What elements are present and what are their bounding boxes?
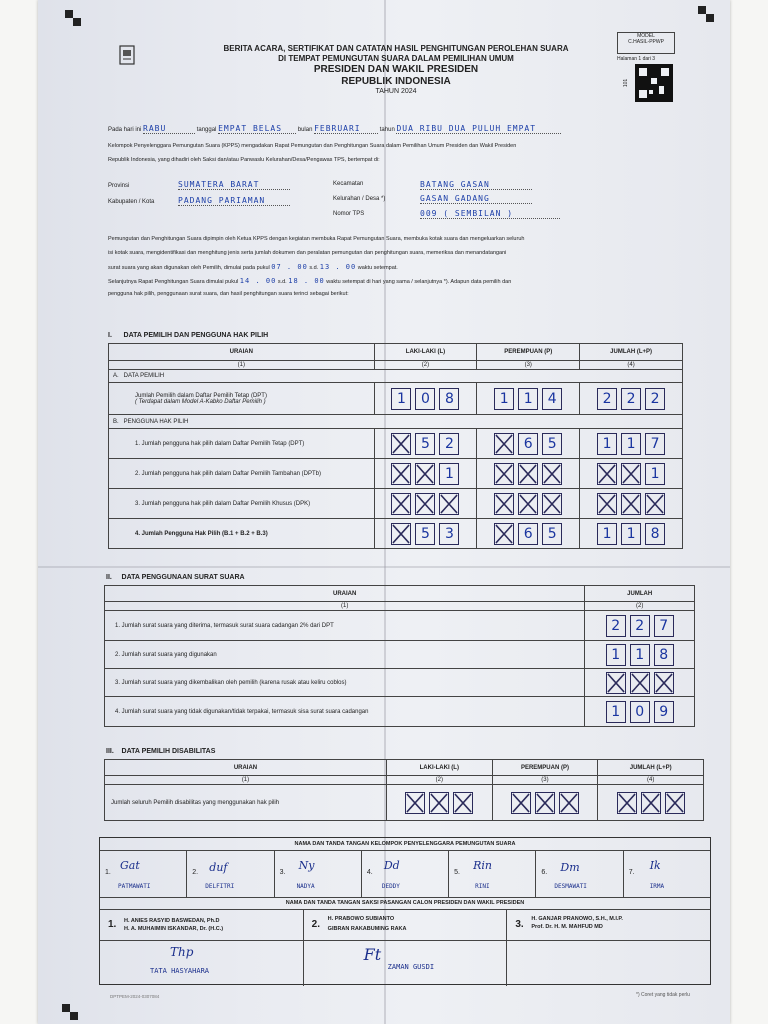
footer-note: *) Coret yang tidak perlu [636, 992, 690, 998]
crossed-digit-box [405, 792, 425, 814]
s3-n2: (2) [386, 776, 492, 785]
header-line1: BERITA ACARA, SERTIFIKAT DAN CATATAN HASIL PENGHITUNGAN PEROLEHAN SUARA [223, 44, 569, 53]
s1-a-row-label-sub: ( Terdapat dalam Model A-Kabko Daftar Pemilih ) [135, 398, 266, 405]
paragraph-line4-text: Selanjutnya Rapat Penghitungan Suara dimulai pukul [108, 279, 239, 285]
s2-n1: (1) [105, 602, 585, 611]
digit-box: 2 [621, 388, 641, 410]
kpps-3-signature: Ny [298, 859, 315, 872]
section1-title: I. DATA PEMILIH DAN PENGGUNA HAK PILIH [108, 332, 269, 339]
kabupaten-value: PADANG PARIAMAN [178, 196, 290, 206]
digit-box: 8 [645, 523, 665, 545]
crossed-digit-box [453, 792, 473, 814]
qr-code [635, 64, 673, 102]
s3-col-uraian: URAIAN [105, 760, 387, 776]
kpps-6-num: 6. [541, 869, 548, 876]
header-line3: PRESIDEN DAN WAKIL PRESIDEN [313, 64, 479, 75]
digit-box: 1 [621, 433, 641, 455]
crossed-digit-box [391, 433, 411, 455]
saksi-cell [304, 910, 508, 940]
s1-b3-l-cell [374, 489, 477, 519]
saksi-2-signature: Ft [363, 945, 382, 964]
registration-marker-top-right [698, 6, 706, 14]
s2-r3-label: 3. Jumlah surat suara yang dikembalikan oleh pemilih (karena rusak atau keliru coblos) [105, 669, 585, 697]
s1-a-row-label-main: Jumlah Pemilih dalam Daftar Pemilih Tetap (DPT) [135, 392, 267, 399]
kpps-6-signature: Dm [560, 861, 580, 874]
s3-n1: (1) [105, 776, 387, 785]
registration-marker-top-right-2 [706, 14, 714, 22]
hari-value: RABU [143, 124, 195, 134]
s1-b2-label: 2. Jumlah pengguna hak pilih dalam Daftar Pemilih Tambahan (DPTb) [109, 459, 375, 489]
header-line2: DI TEMPAT PEMUNGUTAN SUARA DALAM PEMILIHAN UMUM [278, 54, 514, 63]
s1-b2-l-cell [374, 459, 477, 489]
kpps-1-signature: Gat [120, 859, 140, 872]
s1-n4: (4) [580, 361, 683, 370]
kpu-logo-icon [118, 44, 136, 66]
s1-col-j: JUMLAH (L+P) [580, 344, 683, 361]
digit-box: 2 [439, 433, 459, 455]
s2-n2: (2) [585, 602, 695, 611]
vote-start-time: 07 . 00 [271, 263, 308, 271]
saksi-names-row [100, 910, 710, 941]
kecamatan-value: BATANG GASAN [420, 180, 532, 190]
saksi-cell [100, 910, 304, 940]
saksi-sign-cell [304, 941, 508, 986]
saksi-cell [507, 910, 710, 940]
crossed-digit-box [511, 792, 531, 814]
kecamatan-label: Kecamatan [333, 181, 364, 187]
kpps-2-signature: duf [209, 861, 228, 874]
registration-marker-bottom-left [62, 1004, 70, 1012]
s3-col-j: JUMLAH (L+P) [598, 760, 704, 776]
kpps-3-name: NADYA [296, 883, 315, 890]
kelurahan-label: Kelurahan / Desa *) [333, 196, 386, 202]
s1-b1-p-cell [477, 429, 580, 459]
digit-box: 1 [597, 523, 617, 545]
saksi-sign-row [100, 941, 710, 986]
digit-box: 1 [621, 523, 641, 545]
crossed-digit-box [542, 493, 562, 515]
digit-box: 7 [654, 615, 674, 637]
section3-table [104, 759, 704, 821]
saksi-2-line1: H. PRABOWO SUBIANTO [327, 916, 395, 922]
header-line5: TAHUN 2024 [375, 88, 417, 95]
crossed-digit-box [391, 523, 411, 545]
crossed-digit-box [494, 493, 514, 515]
s1-b3-l [379, 493, 473, 515]
kpps-6-name: DESMAWATI [554, 883, 587, 890]
s1-b1-j [584, 433, 678, 455]
paragraph-line3-text: surat suara yang akan digunakan oleh Pemilih, dimulai pada pukul [108, 265, 270, 271]
s1-col-l: LAKI-LAKI (L) [374, 344, 477, 361]
s2-r4 [589, 701, 690, 723]
crossed-digit-box [641, 792, 661, 814]
digit-box: 1 [391, 388, 411, 410]
count-start-time: 14 . 00 [239, 277, 277, 285]
crossed-digit-box [439, 493, 459, 515]
s2-r4-label: 4. Jumlah surat suara yang tidak digunakan/tidak terpakai, termasuk sisa surat suara cadangan [105, 697, 585, 727]
s3-p [497, 792, 594, 814]
s1-n1: (1) [109, 361, 375, 370]
saksi-2-signer: ZAMAN GUSDI [387, 963, 435, 971]
digit-box: 5 [542, 523, 562, 545]
paragraph-line4 [108, 277, 511, 285]
pada-hari-label: Pada hari ini [108, 127, 142, 133]
s1-b4-p-cell [477, 519, 580, 549]
intro-sentence2: Republik Indonesia, yang dihadiri oleh Saksi dan/atau Panwaslu Kelurahan/Desa/Pengawas TPS, bertempat di: [108, 157, 380, 163]
digit-box: 5 [415, 523, 435, 545]
kpps-4-name: DEDDY [381, 883, 400, 890]
model-code: C.HASIL-PPWP [628, 39, 664, 45]
section1-table [108, 343, 683, 549]
crossed-digit-box [654, 672, 674, 694]
crossed-digit-box [494, 523, 514, 545]
kpps-row [100, 851, 710, 898]
crossed-digit-box [415, 493, 435, 515]
paragraph-line5: pengguna hak pilih, penggunaan surat suara, dan hasil penghitungan suara terinci sebagai berikut: [108, 291, 349, 297]
tps-label: Nomor TPS [333, 211, 365, 217]
crossed-digit-box [606, 672, 626, 694]
s1-b2-l [379, 463, 473, 485]
crossed-digit-box [429, 792, 449, 814]
kpps-title: NAMA DAN TANDA TANGAN KELOMPOK PENYELENGGARA PEMUNGUTAN SUARA [100, 838, 710, 851]
paragraph-line1: Pemungutan dan Penghitungan Suara dipimpin oleh Ketua KPPS dengan kegiatan membuka Rapat Pemungutan Suara, membuka kotak suara dan mengeluarkan seluruh [108, 236, 525, 242]
side-code: 101 [623, 78, 630, 88]
intro-sentence1: Kelompok Penyelenggara Pemungutan Suara (KPPS) mengadakan Rapat Pemungutan dan Penghitungan Suara dalam Pemilihan Umum Presiden dan Wakil Presiden [108, 143, 517, 149]
saksi-1-signature: Thp [170, 945, 194, 959]
kpps-cell [449, 851, 536, 897]
crossed-digit-box [665, 792, 685, 814]
s3-j-cell [598, 785, 704, 821]
paragraph-line3 [108, 263, 398, 271]
bulan-value: FEBRUARI [314, 124, 378, 134]
kpps-1-num: 1. [105, 869, 111, 876]
s1-b4-j [584, 523, 678, 545]
s2-col-j: JUMLAH [585, 586, 695, 602]
s1-b4-label: 4. Jumlah Pengguna Hak Pilih (B.1 + B.2 + B.3) [109, 519, 375, 549]
kpps-7-name: IRMA [649, 883, 665, 890]
digit-box: 1 [630, 644, 650, 666]
saksi-sign-cell [100, 941, 304, 986]
kpps-4-num: 4. [366, 869, 373, 876]
s2-r2-label: 2. Jumlah surat suara yang digunakan [105, 641, 585, 669]
crossed-digit-box [518, 493, 538, 515]
section2-title: II. DATA PENGGUNAAN SURAT SUARA [106, 574, 245, 581]
s1-b4-l-cell [374, 519, 477, 549]
s2-r1 [589, 615, 690, 637]
s1-a-row-label [109, 383, 375, 415]
kpps-7-num: 7. [628, 869, 635, 876]
provinsi-label: Provinsi [108, 183, 130, 189]
crossed-digit-box [494, 463, 514, 485]
digit-box: 8 [439, 388, 459, 410]
s2-r1-cell [585, 611, 695, 641]
digit-box: 3 [439, 523, 459, 545]
saksi-2-num: 2. [311, 919, 321, 930]
digit-box: 2 [597, 388, 617, 410]
kelurahan-value: GASAN GADANG [420, 194, 532, 204]
s1-b1-l [379, 433, 473, 455]
s1-b3-j [584, 493, 678, 515]
s1-b-title: B. PENGGUNA HAK PILIH [109, 415, 683, 429]
saksi-3-num: 3. [515, 919, 524, 930]
kpps-cell [275, 851, 362, 897]
digit-box: 1 [518, 388, 538, 410]
digit-box: 1 [439, 463, 459, 485]
s1-n3: (3) [477, 361, 580, 370]
registration-marker-bottom-left-2 [70, 1012, 78, 1020]
s1-a-l-cell [374, 383, 477, 415]
model-label: MODEL [637, 33, 655, 39]
page-info: Halaman 1 dari 3 [617, 56, 656, 62]
digit-box: 6 [518, 433, 538, 455]
digit-box: 7 [645, 433, 665, 455]
s1-b4-j-cell [580, 519, 683, 549]
s1-b1-j-cell [580, 429, 683, 459]
s1-b1-label: 1. Jumlah pengguna hak pilih dalam Daftar Pemilih Tetap (DPT) [109, 429, 375, 459]
vote-sd: s.d. [309, 265, 319, 271]
s2-col-uraian: URAIAN [105, 586, 585, 602]
saksi-title: NAMA DAN TANDA TANGAN SAKSI PASANGAN CALON PRESIDEN DAN WAKIL PRESIDEN [100, 898, 710, 910]
s1-n2: (2) [374, 361, 477, 370]
section3-title: III. DATA PEMILIH DISABILITAS [106, 748, 216, 755]
digit-box: 2 [606, 615, 626, 637]
crossed-digit-box [535, 792, 555, 814]
tps-value: 009 ( SEMBILAN ) [420, 209, 560, 219]
digit-box: 0 [630, 701, 650, 723]
crossed-digit-box [621, 463, 641, 485]
provinsi-value: SUMATERA BARAT [178, 180, 290, 190]
model-badge [617, 32, 675, 54]
s3-n3: (3) [492, 776, 598, 785]
count-end-time: 18 . 00 [288, 277, 325, 285]
crossed-digit-box [415, 463, 435, 485]
header-line4: REPUBLIK INDONESIA [341, 76, 451, 87]
s3-j [602, 792, 699, 814]
s1-col-p: PEREMPUAN (P) [477, 344, 580, 361]
count-sd: s.d. [277, 279, 287, 285]
digit-box: 1 [645, 463, 665, 485]
kpps-cell [362, 851, 449, 897]
kpps-2-num: 2. [192, 869, 199, 876]
saksi-sign-cell [507, 941, 710, 986]
s1-b1-p [481, 433, 575, 455]
digit-box: 1 [494, 388, 514, 410]
saksi-3-line1: H. GANJAR PRANOWO, S.H., M.I.P. [531, 916, 623, 922]
paragraph-line3-end: waktu setempat. [357, 265, 398, 271]
s1-b4-l [379, 523, 473, 545]
saksi-1-signer: TATA HASYAHARA [150, 967, 210, 975]
s1-b2-j [584, 463, 678, 485]
s2-r2 [589, 644, 690, 666]
crossed-digit-box [559, 792, 579, 814]
kabupaten-label: Kabupaten / Kota [108, 199, 155, 205]
s2-r1-label: 1. Jumlah surat suara yang diterima, termasuk surat suara cadangan 2% dari DPT [105, 611, 585, 641]
kpps-4-signature: Dd [383, 859, 400, 872]
crossed-digit-box [630, 672, 650, 694]
tahun-label: tahun [379, 127, 395, 133]
kpps-7-signature: Ik [649, 859, 661, 872]
kpps-cell [536, 851, 623, 897]
digit-box: 8 [654, 644, 674, 666]
kpps-5-num: 5. [454, 869, 460, 876]
registration-marker-top-left-2 [73, 18, 81, 26]
s2-r3-cell [585, 669, 695, 697]
s3-l [391, 792, 488, 814]
s3-p-cell [492, 785, 598, 821]
paper-fold-horizontal [38, 566, 730, 568]
digit-box: 0 [415, 388, 435, 410]
paragraph-line2: isi kotak suara, mengidentifikasi dan menghitung jenis serta jumlah dokumen dan peralatan pemungutan dan penghitungan suara, memeriksa dan menandatangani [108, 250, 507, 256]
kpps-5-name: RINI [475, 883, 490, 890]
crossed-digit-box [391, 493, 411, 515]
kpps-cell [100, 851, 187, 897]
section2-table [104, 585, 695, 727]
digit-box: 4 [542, 388, 562, 410]
s3-row-label: Jumlah seluruh Pemilih disabilitas yang menggunakan hak pilih [105, 785, 387, 821]
paragraph-line4-end: waktu setempat di hari yang sama / selanjutnya *). Adapun data pemilih dan [326, 279, 512, 285]
crossed-digit-box [391, 463, 411, 485]
crossed-digit-box [494, 433, 514, 455]
s1-b2-p-cell [477, 459, 580, 489]
s1-col-uraian: URAIAN [109, 344, 375, 361]
saksi-1-line2: H. A. MUHAIMIN ISKANDAR, Dr. (H.C.) [124, 926, 224, 932]
saksi-1-num: 1. [108, 919, 117, 930]
digit-box: 2 [630, 615, 650, 637]
registration-marker-top-left [65, 10, 73, 18]
s1-b3-j-cell [580, 489, 683, 519]
tahun-value: DUA RIBU DUA PULUH EMPAT [396, 124, 561, 134]
s1-b3-label: 3. Jumlah pengguna hak pilih dalam Daftar Pemilih Khusus (DPK) [109, 489, 375, 519]
crossed-digit-box [542, 463, 562, 485]
digit-box: 1 [606, 701, 626, 723]
saksi-1-line1: H. ANIES RASYID BASWEDAN, Ph.D [124, 918, 220, 924]
saksi-3-line2: Prof. Dr. H. M. MAHFUD MD [531, 924, 603, 930]
crossed-digit-box [518, 463, 538, 485]
s1-a-title: A. DATA PEMILIH [109, 370, 683, 383]
kpps-5-signature: Rin [473, 859, 493, 872]
vote-end-time: 13 . 00 [319, 263, 357, 271]
s1-a-p [481, 388, 575, 410]
intro-line [108, 124, 678, 134]
tanggal-value: EMPAT BELAS [218, 124, 296, 134]
crossed-digit-box [621, 493, 641, 515]
footer-left-code: DPTPEM-2024-0307084 [110, 994, 160, 999]
digit-box: 2 [645, 388, 665, 410]
s1-a-j-cell [580, 383, 683, 415]
s3-n4: (4) [598, 776, 704, 785]
kpps-cell [187, 851, 274, 897]
s2-r2-cell [585, 641, 695, 669]
s2-r4-cell [585, 697, 695, 727]
signature-block [99, 837, 711, 985]
tanggal-label: tanggal [196, 127, 217, 133]
digit-box: 1 [606, 644, 626, 666]
s1-a-j [584, 388, 678, 410]
s3-col-l: LAKI-LAKI (L) [386, 760, 492, 776]
s1-a-p-cell [477, 383, 580, 415]
bulan-label: bulan [297, 127, 313, 133]
kpps-1-name: PATMAWATI [118, 883, 151, 890]
crossed-digit-box [597, 463, 617, 485]
digit-box: 1 [597, 433, 617, 455]
s1-a-l [379, 388, 473, 410]
s1-b2-p [481, 463, 575, 485]
digit-box: 5 [542, 433, 562, 455]
crossed-digit-box [617, 792, 637, 814]
s1-b1-l-cell [374, 429, 477, 459]
s1-b3-p-cell [477, 489, 580, 519]
digit-box: 6 [518, 523, 538, 545]
s3-l-cell [386, 785, 492, 821]
crossed-digit-box [597, 493, 617, 515]
kpps-3-num: 3. [279, 869, 286, 876]
kpps-2-name: DELFITRI [205, 883, 235, 890]
s2-r3 [589, 672, 690, 694]
saksi-2-line2: GIBRAN RAKABUMING RAKA [327, 926, 407, 932]
digit-box: 5 [415, 433, 435, 455]
digit-box: 9 [654, 701, 674, 723]
s1-b4-p [481, 523, 575, 545]
s3-col-p: PEREMPUAN (P) [492, 760, 598, 776]
crossed-digit-box [645, 493, 665, 515]
s1-b3-p [481, 493, 575, 515]
kpps-cell [624, 851, 710, 897]
s1-b2-j-cell [580, 459, 683, 489]
